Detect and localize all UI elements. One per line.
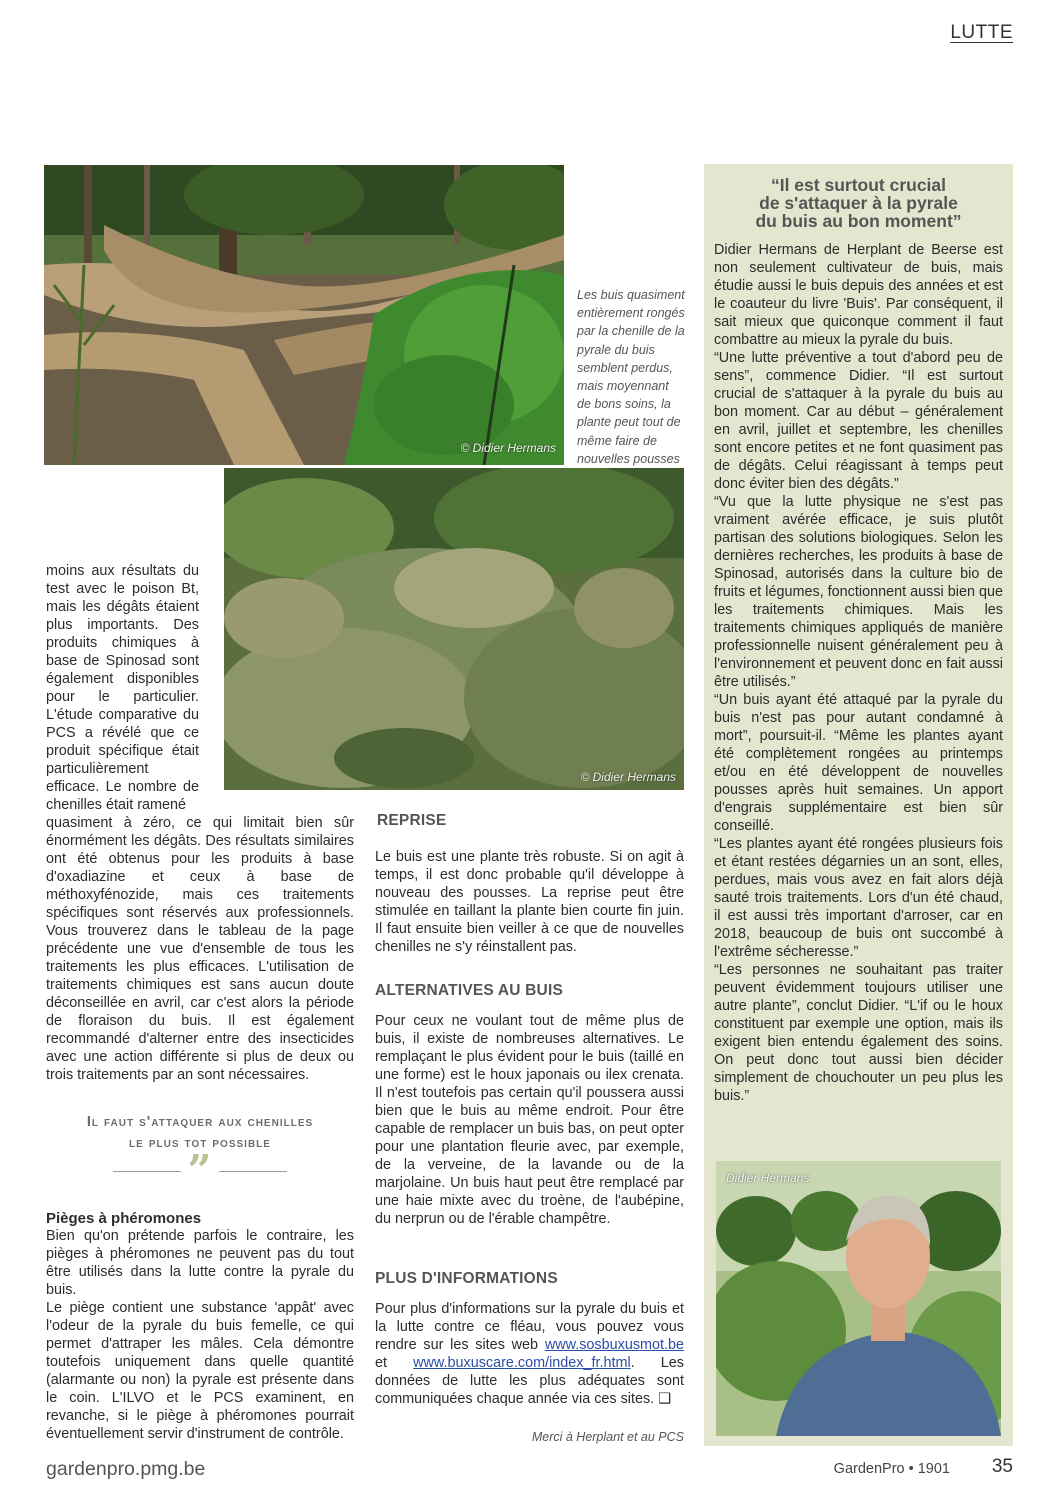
section-heading: REPRISE	[377, 812, 447, 829]
left-continued-text: quasiment à zéro, ce qui limitait bien sûr énormément les dégâts. Des résultats similaires ont été obtenus pour les produits à base d'oxadiazine et ceux à base de méthoxyfénozide, mais ces traitements spécifiques sont réservés aux professionnels. Vous trouverez dans le tableau de la page précédente une vue d'ensemble de tous les traitements les plus efficaces. L'utilisation de traitements chimiques est sans aucun doute déconseillée en avril, car c'est alors la période de floraison du buis. Il est également recommandé d'alterner entre des insecticides avec une action différente si plus de deux ou trois traitements par an sont nécessaires.	[46, 815, 354, 1083]
interview-sidebar	[704, 164, 1013, 1446]
section-heading: Pièges à phéromones	[46, 1210, 202, 1227]
left-intro-text: moins aux résultats du test avec le poison Bt, mais les dégâts étaient plus importants. Des produits chimiques à base de Spinosad sont également disponibles pour le particulier. L'étude comparative du PCS a révélé que ce produit spécifique était particulièrement efficace. Le nombre de chenilles était ramené	[46, 563, 199, 813]
footer-magazine-issue: GardenPro • 1901	[833, 1461, 950, 1477]
paragraph: “Une lutte préventive a tout d'abord peu de sens”, commence Didier. “Il est surtout crucial de s'attaquer à la pyrale du buis au bon moment. Car au début – généralement en avril, juillet et septembre, les chenilles sont encore petites et ne font quasiment pas de dégâts. Celui réagissant à temps peut donc éviter bien des dégâts.”	[714, 350, 1003, 492]
photo-credit: © Didier Hermans	[460, 441, 556, 455]
section-tag: LUTTE	[950, 22, 1013, 43]
pullquote	[46, 1112, 354, 1195]
sidebar-title	[704, 176, 1013, 230]
paragraph: Pour ceux ne voulant tout de même plus de buis, il existe de nombreuses alternatives. Le remplaçant le plus évident pour le buis (taillé en une forme) est le houx japonais ou ilex crenata. Il n'est toutefois pas certain qu'il poussera aussi bien que le buis au même endroit. Pour être capable de remplacer un buis bas, on peut opter pour une plantation fleurie avec, par exemple, de la verveine, de la lavande ou de la marjolaine. Un buis haut peut être remplacé par une haie mixte avec du troène, de l'aubépine, du nerprun ou de l'érable champêtre.	[375, 1013, 684, 1227]
paragraph: “Un buis ayant été attaqué par la pyrale du buis n'est pas pour autant condamné à mort”, poursuit-il. “Même les plantes ayant été complètement rongées au printemps et/ou en été développent de nouvelles pousses après huit semaines. Un apport d'engrais supplémentaire est bien sûr conseillé.	[714, 692, 1003, 834]
sidebar-title-line: “Il est surtout crucial	[770, 175, 947, 195]
info-text: Pour plus d'informations sur la pyrale du buis et la lutte contre ce fléau, vous pouvez vous rendre sur les sites web	[375, 1301, 684, 1353]
alternatives-section	[375, 982, 684, 1228]
photo-credit: Didier Hermans	[726, 1171, 810, 1185]
sidebar-text	[714, 241, 1003, 1105]
paragraph	[375, 1300, 684, 1408]
paragraph: Le buis est une plante très robuste. Si on agit à temps, il est donc probable qu'il développe à nouveau des pousses. La reprise peut être stimulée en taillant la plante bien courte fin juin. Il faut ensuite bien veiller à ce que de nouvelles chenilles ne s'y réinstallent pas.	[375, 849, 684, 955]
damaged-box-photo	[224, 468, 684, 790]
paragraph: “Les plantes ayant été rongées plusieurs fois et étant restées dégarnies un an sont, elles, perdues, mais vous avez en fait alors déjà sauté trois traitements. Lors d'un été chaud, il est aussi très important d'arroser, car en 2018, beaucoup de buis ont succombé à l'extrême sécheresse.”	[714, 836, 1003, 960]
photo-credit: © Didier Hermans	[580, 770, 676, 784]
paragraph: Le piège contient une substance 'appât' avec l'odeur de la pyrale du buis femelle, ce qui permet d'attraper les mâles. Cela démontre toutefois uniquement dans quelle quantité (alarmante ou non) la pyrale est présente dans le coin. L'ILVO et le PCS examinent, en revanche, si le piège à phéromones pourrait éventuellement servir d'instrument de contrôle.	[46, 1300, 354, 1442]
buxuscare-link[interactable]: www.buxuscare.com/index_fr.html	[413, 1355, 631, 1371]
page-number: 35	[991, 1456, 1013, 1477]
sosbuxusmot-link[interactable]: www.sosbuxusmot.be	[544, 1337, 685, 1353]
paragraph: Bien qu'on prétende parfois le contraire, les pièges à phéromones ne peuvent pas du tout être utilisés dans la lutte contre la pyrale du buis.	[46, 1228, 354, 1298]
section-heading: PLUS D'INFORMATIONS	[375, 1270, 558, 1287]
photo-caption: Les buis quasiment entièrement rongés par la chenille de la pyrale du buis semblent perdus, mais moyennant de bons soins, la plante peut tout de même faire de nouvelles pousses	[577, 288, 685, 466]
acknowledgement: Merci à Herplant et au PCS	[531, 1430, 684, 1444]
portrait-photo	[716, 1161, 1001, 1436]
end-mark-icon: ❑	[658, 1391, 672, 1407]
paragraph: “Les personnes ne souhaitant pas traiter peuvent évidemment toujours utiliser une autre plante”, conclut Didier. “L'if ou le houx constituent par exemple une option, mais ils exigent bien entendu également des soins. On peut donc tout aussi bien décider simplement de chouchouter un peu plus les buis.”	[714, 962, 1003, 1104]
paragraph: Didier Hermans de Herplant de Beerse est non seulement cultivateur de buis, mais étudie aussi le buis depuis des années et est le coauteur du livre 'Buis'. Par conséquent, il sait mieux que quiconque comment il faut combattre au mieux la pyrale du buis.	[714, 242, 1003, 348]
pheromones-section	[46, 1210, 354, 1443]
section-heading: ALTERNATIVES AU BUIS	[375, 982, 563, 999]
info-text: . Les données de lutte les plus adéquates sont communiquées chaque année via ces sites.	[375, 1355, 685, 1407]
divider	[113, 1171, 181, 1172]
garden-hedges-photo	[44, 165, 564, 465]
pullquote-line: Il faut s'attaquer aux chenilles	[86, 1114, 314, 1130]
quote-mark-icon: ”	[187, 1146, 213, 1195]
info-section	[375, 1270, 684, 1408]
sidebar-title-line: de s'attaquer à la pyrale	[759, 193, 958, 213]
divider	[219, 1171, 287, 1172]
pullquote-line: le plus tot possible	[129, 1135, 271, 1151]
paragraph: “Vu que la lutte physique ne s'est pas vraiment avérée efficace, je suis plutôt partisan des solutions biologiques. Selon les dernières recherches, les produits à base de Spinosad, autorisés dans la culture bio de fruits et légumes, fonctionnent aussi bien que les traitements chimiques. Mais les traitements chimiques appliqués de manière professionnelle nuisent généralement peu à l'environnement et peuvent donc en fait aussi être utilisés.”	[714, 494, 1003, 690]
pullquote-rule	[46, 1146, 354, 1195]
reprise-section	[375, 812, 684, 956]
footer-website[interactable]: gardenpro.pmg.be	[46, 1458, 206, 1480]
info-text: et	[375, 1355, 388, 1371]
sidebar-title-line: du buis au bon moment”	[755, 211, 962, 231]
